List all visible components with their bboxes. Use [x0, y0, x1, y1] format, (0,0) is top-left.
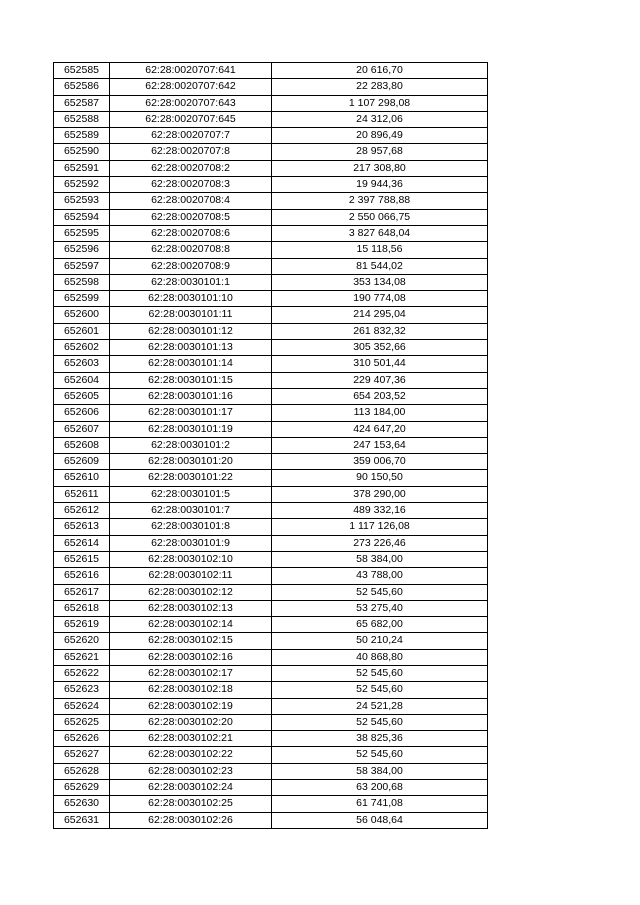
value-cell: 52 545,60	[272, 665, 488, 681]
row-id-cell: 652595	[54, 225, 110, 241]
cadastral-number-cell: 62:28:0020707:8	[110, 144, 272, 160]
table-row	[54, 649, 488, 665]
value-cell: 359 006,70	[272, 454, 488, 470]
cadastral-number-cell: 62:28:0020708:9	[110, 258, 272, 274]
row-id-cell: 652614	[54, 535, 110, 551]
table-row	[54, 714, 488, 730]
table-row	[54, 486, 488, 502]
value-cell: 90 150,50	[272, 470, 488, 486]
cadastral-number-cell: 62:28:0030102:14	[110, 617, 272, 633]
row-id-cell: 652618	[54, 600, 110, 616]
value-cell: 58 384,00	[272, 763, 488, 779]
cadastral-number-cell: 62:28:0020707:7	[110, 128, 272, 144]
row-id-cell: 652616	[54, 568, 110, 584]
table-row	[54, 437, 488, 453]
table-row	[54, 95, 488, 111]
table-row	[54, 323, 488, 339]
row-id-cell: 652605	[54, 388, 110, 404]
cadastral-value-table	[53, 62, 488, 829]
value-cell: 22 283,80	[272, 79, 488, 95]
cadastral-number-cell: 62:28:0030101:14	[110, 356, 272, 372]
cadastral-number-cell: 62:28:0030101:10	[110, 291, 272, 307]
value-cell: 2 550 066,75	[272, 209, 488, 225]
cadastral-number-cell: 62:28:0030101:1	[110, 274, 272, 290]
row-id-cell: 652586	[54, 79, 110, 95]
table-row	[54, 356, 488, 372]
value-cell: 353 134,08	[272, 274, 488, 290]
table-row	[54, 682, 488, 698]
row-id-cell: 652630	[54, 796, 110, 812]
cadastral-number-cell: 62:28:0020708:5	[110, 209, 272, 225]
value-cell: 50 210,24	[272, 633, 488, 649]
row-id-cell: 652606	[54, 405, 110, 421]
cadastral-number-cell: 62:28:0030101:19	[110, 421, 272, 437]
value-cell: 273 226,46	[272, 535, 488, 551]
table-row	[54, 128, 488, 144]
cadastral-number-cell: 62:28:0030102:16	[110, 649, 272, 665]
row-id-cell: 652615	[54, 551, 110, 567]
value-cell: 52 545,60	[272, 682, 488, 698]
cadastral-number-cell: 62:28:0030101:13	[110, 340, 272, 356]
row-id-cell: 652593	[54, 193, 110, 209]
table-row	[54, 812, 488, 828]
table-row	[54, 307, 488, 323]
table-row	[54, 568, 488, 584]
table-row	[54, 144, 488, 160]
value-cell: 229 407,36	[272, 372, 488, 388]
row-id-cell: 652627	[54, 747, 110, 763]
cadastral-number-cell: 62:28:0030102:20	[110, 714, 272, 730]
table-row	[54, 225, 488, 241]
value-cell: 19 944,36	[272, 177, 488, 193]
row-id-cell: 652602	[54, 340, 110, 356]
value-cell: 38 825,36	[272, 731, 488, 747]
table-row	[54, 209, 488, 225]
cadastral-number-cell: 62:28:0030102:24	[110, 780, 272, 796]
value-cell: 424 647,20	[272, 421, 488, 437]
cadastral-number-cell: 62:28:0030101:5	[110, 486, 272, 502]
row-id-cell: 652603	[54, 356, 110, 372]
value-cell: 40 868,80	[272, 649, 488, 665]
cadastral-number-cell: 62:28:0030102:18	[110, 682, 272, 698]
cadastral-number-cell: 62:28:0020708:3	[110, 177, 272, 193]
row-id-cell: 652611	[54, 486, 110, 502]
table-row	[54, 63, 488, 79]
cadastral-number-cell: 62:28:0030101:15	[110, 372, 272, 388]
value-cell: 43 788,00	[272, 568, 488, 584]
table-row	[54, 274, 488, 290]
row-id-cell: 652617	[54, 584, 110, 600]
row-id-cell: 652588	[54, 111, 110, 127]
cadastral-number-cell: 62:28:0030102:19	[110, 698, 272, 714]
row-id-cell: 652609	[54, 454, 110, 470]
value-cell: 1 117 126,08	[272, 519, 488, 535]
cadastral-number-cell: 62:28:0020707:641	[110, 63, 272, 79]
value-cell: 28 957,68	[272, 144, 488, 160]
value-cell: 58 384,00	[272, 551, 488, 567]
cadastral-number-cell: 62:28:0030102:25	[110, 796, 272, 812]
row-id-cell: 652619	[54, 617, 110, 633]
value-cell: 378 290,00	[272, 486, 488, 502]
cadastral-number-cell: 62:28:0030102:10	[110, 551, 272, 567]
table-row	[54, 177, 488, 193]
table-row	[54, 421, 488, 437]
cadastral-number-cell: 62:28:0030101:12	[110, 323, 272, 339]
row-id-cell: 652597	[54, 258, 110, 274]
row-id-cell: 652624	[54, 698, 110, 714]
value-cell: 20 896,49	[272, 128, 488, 144]
value-cell: 247 153,64	[272, 437, 488, 453]
value-cell: 52 545,60	[272, 714, 488, 730]
table-row	[54, 763, 488, 779]
table-row	[54, 747, 488, 763]
cadastral-number-cell: 62:28:0020708:8	[110, 242, 272, 258]
row-id-cell: 652585	[54, 63, 110, 79]
cadastral-number-cell: 62:28:0030101:7	[110, 503, 272, 519]
cadastral-number-cell: 62:28:0030102:21	[110, 731, 272, 747]
cadastral-number-cell: 62:28:0030102:22	[110, 747, 272, 763]
table-row	[54, 731, 488, 747]
row-id-cell: 652620	[54, 633, 110, 649]
table-row	[54, 796, 488, 812]
cadastral-number-cell: 62:28:0030102:12	[110, 584, 272, 600]
table-row	[54, 535, 488, 551]
value-cell: 61 741,08	[272, 796, 488, 812]
value-cell: 214 295,04	[272, 307, 488, 323]
value-cell: 2 397 788,88	[272, 193, 488, 209]
table-body	[54, 63, 488, 829]
table-row	[54, 519, 488, 535]
row-id-cell: 652608	[54, 437, 110, 453]
table-row	[54, 193, 488, 209]
table-row	[54, 258, 488, 274]
table-row	[54, 665, 488, 681]
table-row	[54, 388, 488, 404]
document-page	[53, 62, 487, 829]
cadastral-number-cell: 62:28:0020707:645	[110, 111, 272, 127]
row-id-cell: 652599	[54, 291, 110, 307]
value-cell: 261 832,32	[272, 323, 488, 339]
cadastral-number-cell: 62:28:0030101:20	[110, 454, 272, 470]
table-row	[54, 617, 488, 633]
row-id-cell: 652594	[54, 209, 110, 225]
value-cell: 654 203,52	[272, 388, 488, 404]
row-id-cell: 652610	[54, 470, 110, 486]
cadastral-number-cell: 62:28:0030101:16	[110, 388, 272, 404]
row-id-cell: 652601	[54, 323, 110, 339]
value-cell: 53 275,40	[272, 600, 488, 616]
cadastral-number-cell: 62:28:0030101:17	[110, 405, 272, 421]
cadastral-number-cell: 62:28:0020708:2	[110, 160, 272, 176]
table-row	[54, 633, 488, 649]
cadastral-number-cell: 62:28:0020708:4	[110, 193, 272, 209]
value-cell: 3 827 648,04	[272, 225, 488, 241]
cadastral-number-cell: 62:28:0030101:11	[110, 307, 272, 323]
cadastral-number-cell: 62:28:0030102:17	[110, 665, 272, 681]
value-cell: 81 544,02	[272, 258, 488, 274]
cadastral-number-cell: 62:28:0030101:22	[110, 470, 272, 486]
table-row	[54, 160, 488, 176]
value-cell: 489 332,16	[272, 503, 488, 519]
cadastral-number-cell: 62:28:0030101:8	[110, 519, 272, 535]
row-id-cell: 652623	[54, 682, 110, 698]
table-row	[54, 698, 488, 714]
cadastral-number-cell: 62:28:0030102:26	[110, 812, 272, 828]
row-id-cell: 652607	[54, 421, 110, 437]
value-cell: 190 774,08	[272, 291, 488, 307]
value-cell: 52 545,60	[272, 584, 488, 600]
value-cell: 15 118,56	[272, 242, 488, 258]
row-id-cell: 652604	[54, 372, 110, 388]
row-id-cell: 652628	[54, 763, 110, 779]
table-row	[54, 340, 488, 356]
value-cell: 24 312,06	[272, 111, 488, 127]
value-cell: 56 048,64	[272, 812, 488, 828]
row-id-cell: 652631	[54, 812, 110, 828]
row-id-cell: 652629	[54, 780, 110, 796]
value-cell: 63 200,68	[272, 780, 488, 796]
row-id-cell: 652592	[54, 177, 110, 193]
row-id-cell: 652598	[54, 274, 110, 290]
cadastral-number-cell: 62:28:0030102:23	[110, 763, 272, 779]
row-id-cell: 652600	[54, 307, 110, 323]
row-id-cell: 652596	[54, 242, 110, 258]
cadastral-number-cell: 62:28:0030102:15	[110, 633, 272, 649]
cadastral-number-cell: 62:28:0030101:9	[110, 535, 272, 551]
value-cell: 217 308,80	[272, 160, 488, 176]
value-cell: 113 184,00	[272, 405, 488, 421]
value-cell: 24 521,28	[272, 698, 488, 714]
row-id-cell: 652613	[54, 519, 110, 535]
row-id-cell: 652591	[54, 160, 110, 176]
row-id-cell: 652612	[54, 503, 110, 519]
value-cell: 20 616,70	[272, 63, 488, 79]
value-cell: 305 352,66	[272, 340, 488, 356]
table-row	[54, 600, 488, 616]
table-row	[54, 291, 488, 307]
table-row	[54, 405, 488, 421]
cadastral-number-cell: 62:28:0030102:13	[110, 600, 272, 616]
row-id-cell: 652587	[54, 95, 110, 111]
value-cell: 65 682,00	[272, 617, 488, 633]
table-row	[54, 242, 488, 258]
table-row	[54, 111, 488, 127]
cadastral-number-cell: 62:28:0020707:643	[110, 95, 272, 111]
table-row	[54, 372, 488, 388]
table-row	[54, 470, 488, 486]
row-id-cell: 652621	[54, 649, 110, 665]
table-row	[54, 454, 488, 470]
cadastral-number-cell: 62:28:0020708:6	[110, 225, 272, 241]
table-row	[54, 780, 488, 796]
row-id-cell: 652589	[54, 128, 110, 144]
value-cell: 1 107 298,08	[272, 95, 488, 111]
table-row	[54, 551, 488, 567]
table-row	[54, 584, 488, 600]
value-cell: 52 545,60	[272, 747, 488, 763]
row-id-cell: 652590	[54, 144, 110, 160]
cadastral-number-cell: 62:28:0030102:11	[110, 568, 272, 584]
table-row	[54, 79, 488, 95]
row-id-cell: 652622	[54, 665, 110, 681]
cadastral-number-cell: 62:28:0020707:642	[110, 79, 272, 95]
cadastral-number-cell: 62:28:0030101:2	[110, 437, 272, 453]
row-id-cell: 652626	[54, 731, 110, 747]
row-id-cell: 652625	[54, 714, 110, 730]
value-cell: 310 501,44	[272, 356, 488, 372]
table-row	[54, 503, 488, 519]
